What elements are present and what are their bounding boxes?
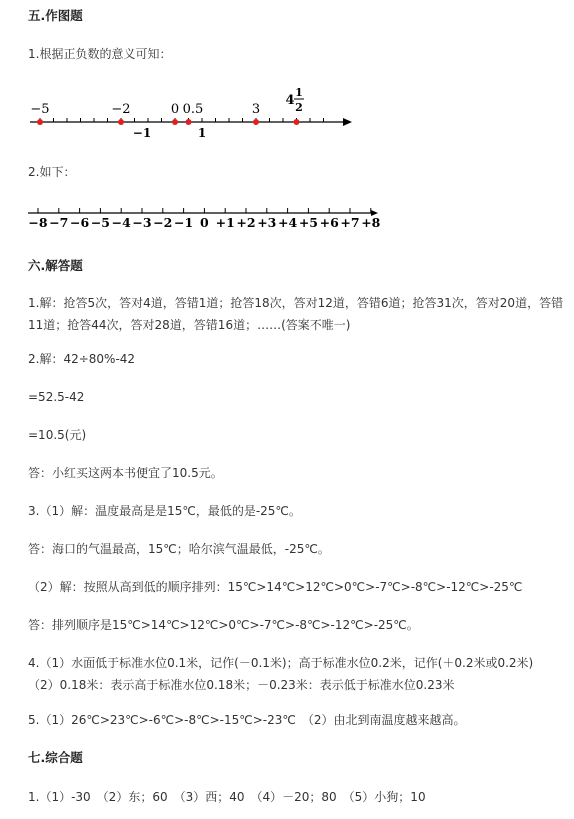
mixed-number-denominator: 2: [295, 101, 303, 114]
question-text: 2.如下：: [28, 165, 76, 179]
tick-label: +3: [257, 215, 277, 230]
question-text: 1.根据正负数的意义可知：: [28, 47, 172, 61]
point-marker: [118, 119, 124, 125]
section-title-answers: 六.解答题: [28, 258, 83, 273]
tick-label: −7: [49, 215, 69, 230]
answer-line: 答：排列顺序是15℃>14℃>12℃>0℃>-7℃>-8℃>-12℃>-25℃。: [28, 618, 419, 632]
tick-label: 0: [200, 215, 209, 230]
point-marker: [186, 119, 192, 125]
tick-label: 0.5: [182, 102, 204, 117]
tick-label: −5: [90, 215, 110, 230]
answer-line: =52.5-42: [28, 390, 85, 404]
tick-label: 1: [197, 126, 207, 140]
answer-line: 答：小红买这两本书便宜了10.5元。: [28, 466, 223, 480]
answer-line: 答：海口的气温最高，15℃；哈尔滨气温最低，-25℃。: [28, 542, 330, 556]
section-title-comprehensive: 七.综合题: [28, 750, 83, 765]
tick-label: −1: [132, 126, 152, 140]
number-line-1: [0, 82, 574, 152]
answer-line: 5.（1）26℃>23℃>-6℃>-8℃>-15℃>-23℃ （2）由北到南温度越来越高。: [28, 713, 466, 727]
mixed-number-whole: 4: [285, 93, 295, 108]
tick-label: −2: [153, 215, 173, 230]
answer-line: 1.解：抢答5次，答对4道，答错1道；抢答18次，答对12道，答错6道；抢答31次，答对20道，答错11道；抢答44次，答对28道，答错16道；……(答案不唯一): [28, 296, 564, 332]
tick-label: +1: [215, 215, 235, 230]
answer-line: 4.（1）水面低于标准水位0.1米，记作(－0.1米)；高于标准水位0.2米，记作(＋0.2米或0.2米) （2）0.18米：表示高于标准水位0.18米；－0.23米：表示低于标准水位0.23米: [28, 656, 546, 692]
answer-line: 1.（1）-30 （2）东；60 （3）西；40 （4）－20；80 （5）小狗；10: [28, 790, 426, 804]
mixed-number-numerator: 1: [295, 86, 303, 99]
section-title-drawing: 五.作图题: [28, 8, 83, 23]
tick-label: 3: [251, 102, 261, 117]
point-marker: [172, 119, 178, 125]
answer-line: 3.（1）解：温度最高是是15℃，最低的是-25℃。: [28, 504, 301, 518]
answer-line: （2）解：按照从高到低的顺序排列：15℃>14℃>12℃>0℃>-7℃>-8℃>-12℃>-25℃: [28, 580, 523, 594]
tick-label: +5: [298, 215, 318, 230]
tick-label: −3: [132, 215, 152, 230]
tick-label: −8: [28, 215, 48, 230]
point-marker: [294, 119, 300, 125]
tick-label: +8: [361, 215, 381, 230]
number-line-2: [0, 205, 574, 235]
answer-line: 2.解：42÷80%-42: [28, 352, 136, 366]
tick-label: −4: [111, 215, 131, 230]
tick-label: +6: [319, 215, 339, 230]
answer-line: =10.5(元): [28, 428, 87, 442]
tick-label: −6: [70, 215, 90, 230]
tick-label: −5: [30, 102, 50, 117]
tick-label: 0: [170, 102, 180, 117]
point-marker: [37, 119, 43, 125]
tick-label: +2: [236, 215, 256, 230]
point-marker: [253, 119, 259, 125]
tick-label: −1: [174, 215, 194, 230]
tick-label: +4: [278, 215, 298, 230]
tick-label: −2: [111, 102, 131, 117]
point-labels: [30, 86, 304, 140]
tick-label: +7: [340, 215, 360, 230]
